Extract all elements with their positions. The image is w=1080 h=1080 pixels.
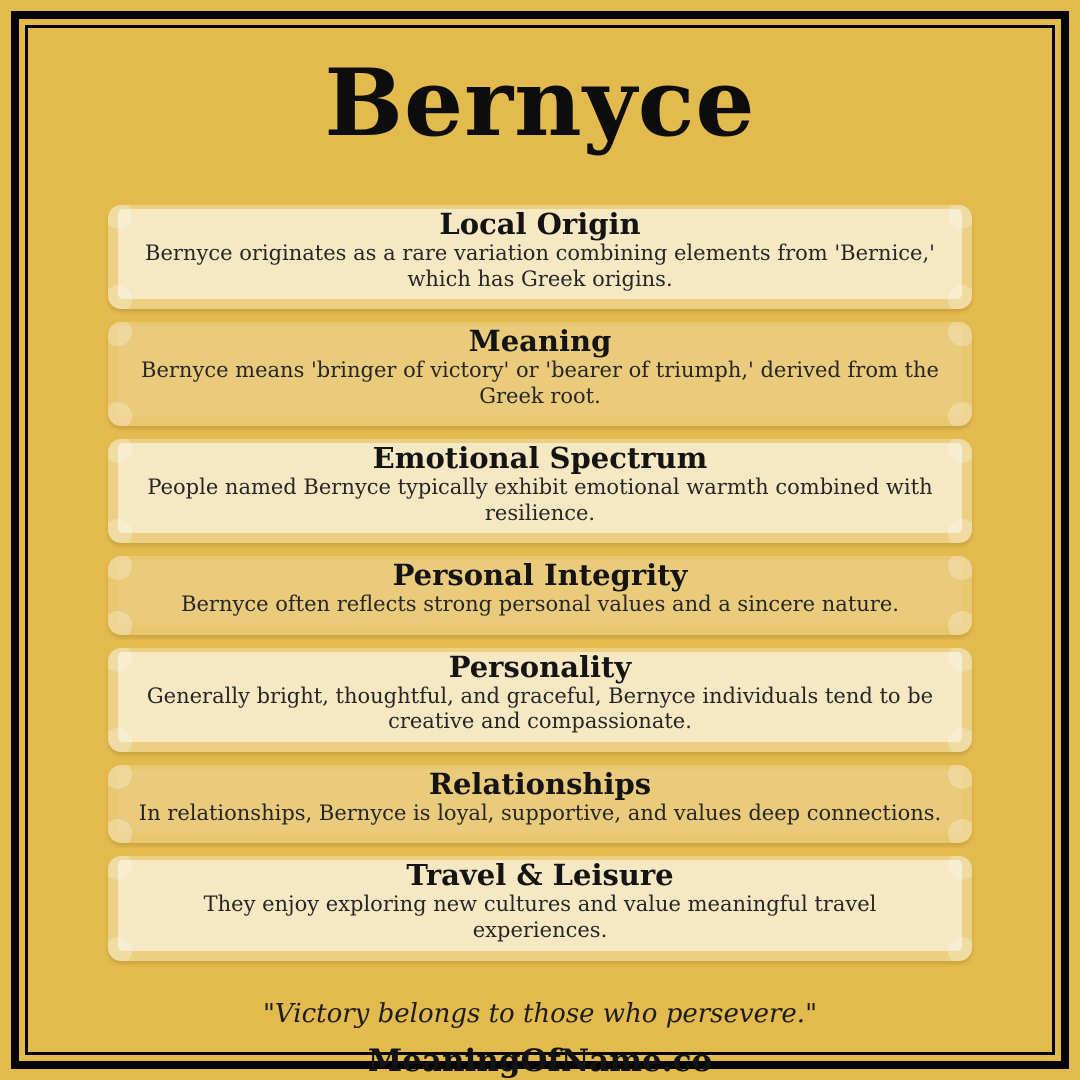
section-body: Bernyce often reflects strong personal values and a sincere nature. — [181, 592, 899, 617]
section-card-relationships — [108, 765, 972, 844]
section-card-travel-leisure — [108, 856, 972, 960]
section-card-inner — [118, 766, 962, 834]
section-heading: Meaning — [468, 324, 612, 359]
section-card-list — [108, 205, 972, 961]
section-card-meaning — [108, 322, 972, 426]
section-body: Bernyce means 'bringer of victory' or 'bearer of triumph,' derived from the Greek root. — [141, 358, 939, 408]
section-card-inner — [118, 326, 962, 416]
section-card-local-origin — [108, 205, 972, 309]
section-card-personal-integrity — [108, 556, 972, 635]
section-heading: Personal Integrity — [392, 558, 688, 593]
section-card-inner — [118, 560, 962, 625]
brand-name: MeaningOfName.co — [367, 1042, 713, 1079]
section-heading: Local Origin — [439, 207, 641, 241]
content-area — [28, 28, 1052, 1079]
section-heading: Travel & Leisure — [406, 858, 674, 893]
section-card-inner — [118, 209, 962, 299]
section-body: They enjoy exploring new cultures and value meaningful travel experiences. — [203, 892, 877, 942]
section-card-inner — [118, 649, 962, 742]
section-body: In relationships, Bernyce is loyal, supportive, and values deep connections. — [138, 800, 942, 825]
section-heading: Personality — [448, 649, 632, 684]
section-card-emotional-spectrum — [108, 439, 972, 543]
page-title: Bernyce — [324, 48, 756, 157]
section-heading: Relationships — [428, 766, 652, 801]
section-body: People named Bernyce typically exhibit emotional warmth combined with resilience. — [147, 475, 933, 525]
quote-text: "Victory belongs to those who persevere." — [262, 998, 818, 1029]
section-body: Bernyce originates as a rare variation combining elements from 'Bernice,' which has Greek origins. — [145, 240, 935, 291]
section-card-inner — [118, 443, 962, 533]
section-heading: Emotional Spectrum — [372, 441, 708, 476]
section-card-inner — [118, 860, 962, 950]
section-body: Generally bright, thoughtful, and graceful, Bernyce individuals tend to be creative and compassionate. — [146, 683, 934, 734]
section-card-personality — [108, 648, 972, 752]
